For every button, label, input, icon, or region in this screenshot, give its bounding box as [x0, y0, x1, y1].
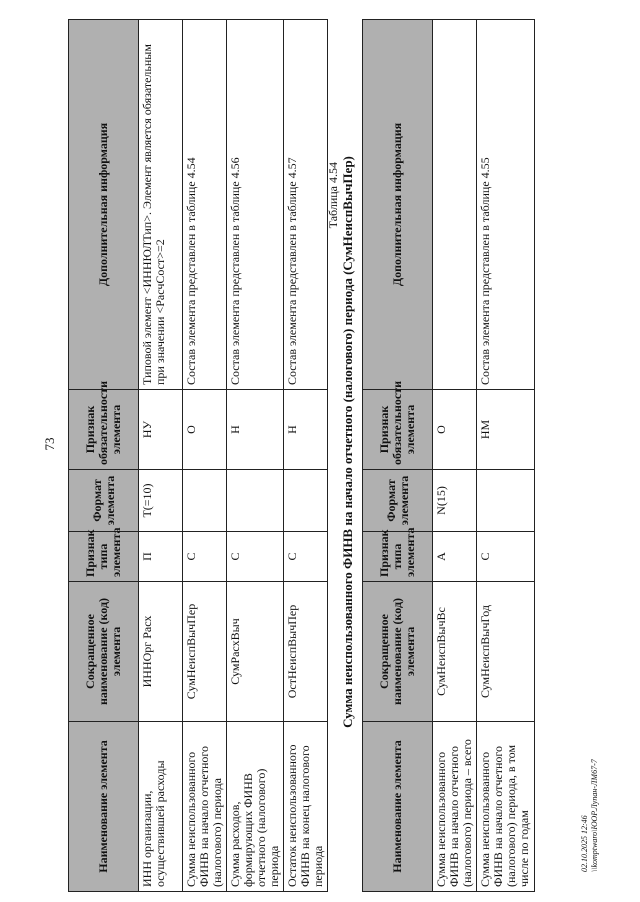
col-header-code: Сокращенное наименование (код) элемента	[69, 582, 139, 722]
cell-required: О	[183, 390, 227, 470]
cell-format	[183, 470, 227, 532]
col-header-type: Признак типа элемента	[363, 532, 433, 582]
col-header-code: Сокращенное наименование (код) элемента	[363, 582, 433, 722]
cell-format	[284, 470, 328, 532]
col-header-required: Признак обязательности элемента	[69, 390, 139, 470]
cell-type: С	[477, 532, 535, 582]
cell-type: С	[227, 532, 284, 582]
cell-required: НУ	[139, 390, 183, 470]
cell-name: ИНН организации, осуществившей расходы	[139, 722, 183, 892]
cell-type: С	[183, 532, 227, 582]
cell-name: Сумма неиспользованного ФИНВ на начало отчетного (налогового) периода – всего	[433, 722, 477, 892]
col-header-format: Формат элемента	[363, 470, 433, 532]
cell-type: А	[433, 532, 477, 582]
cell-info: Состав элемента представлен в таблице 4.54	[183, 20, 227, 390]
print-footer	[580, 759, 600, 872]
col-header-info: Дополнительная информация	[69, 20, 139, 390]
page-number: 73	[42, 437, 57, 451]
table-row	[433, 20, 477, 892]
cell-format	[227, 470, 284, 532]
cell-code: СумНеиспВычПер	[183, 582, 227, 722]
table-title: Сумма неиспользованного ФИНВ на начало отчетного (налогового) периода (СумНеиспВычПер)	[340, 156, 355, 728]
cell-format: T(=10)	[139, 470, 183, 532]
cell-required: Н	[227, 390, 284, 470]
cell-format	[477, 470, 535, 532]
col-header-name: Наименование элемента	[69, 722, 139, 892]
cell-name: Сумма неиспользованного ФИНВ на начало отчетного (налогового) периода, в том числе по годам	[477, 722, 535, 892]
table-row	[227, 20, 284, 892]
table-row	[139, 20, 183, 892]
table-caption: Таблица 4.54	[326, 162, 340, 229]
cell-info: Состав элемента представлен в таблице 4.55	[477, 20, 535, 390]
table-header-row	[69, 20, 139, 892]
table-row	[477, 20, 535, 892]
table-row	[183, 20, 227, 892]
cell-name: Сумма неиспользованного ФИНВ на начало отчетного (налогового) периода	[183, 722, 227, 892]
cell-required: Н	[284, 390, 328, 470]
table-row	[284, 20, 328, 892]
footer-path: \\komptwaro\ЮОР.Лупан-ЛМ67-7	[590, 759, 599, 872]
col-header-name: Наименование элемента	[363, 722, 433, 892]
cell-type: П	[139, 532, 183, 582]
cell-name: Остаток неиспользованного ФИНВ на конец налогового периода	[284, 722, 328, 892]
footer-timestamp: 02.10.2025 12:46	[580, 815, 589, 872]
col-header-format: Формат элемента	[69, 470, 139, 532]
cell-code: СумРасхВыч	[227, 582, 284, 722]
cell-code: СумНеиспВычВс	[433, 582, 477, 722]
cell-info: Состав элемента представлен в таблице 4.57	[284, 20, 328, 390]
col-header-info: Дополнительная информация	[363, 20, 433, 390]
cell-required: О	[433, 390, 477, 470]
cell-format: N(15)	[433, 470, 477, 532]
cell-info: Типовой элемент <ИННЮЛТип>. Элемент является обязательным при значении <РасчСост>=2	[139, 20, 183, 390]
table-header-row	[363, 20, 433, 892]
cell-info	[433, 20, 477, 390]
elements-table	[68, 19, 328, 892]
cell-info: Состав элемента представлен в таблице 4.56	[227, 20, 284, 390]
cell-code: СумНеиспВычГод	[477, 582, 535, 722]
cell-required: НМ	[477, 390, 535, 470]
cell-code: ОстНеиспВычПер	[284, 582, 328, 722]
cell-name: Сумма расходов, формирующих ФИНВ отчетного (налогового) периода	[227, 722, 284, 892]
cell-type: С	[284, 532, 328, 582]
col-header-type: Признак типа элемента	[69, 532, 139, 582]
cell-code: ИННОрг Расх	[139, 582, 183, 722]
col-header-required: Признак обязательности элемента	[363, 390, 433, 470]
unused-finv-table	[362, 19, 535, 892]
